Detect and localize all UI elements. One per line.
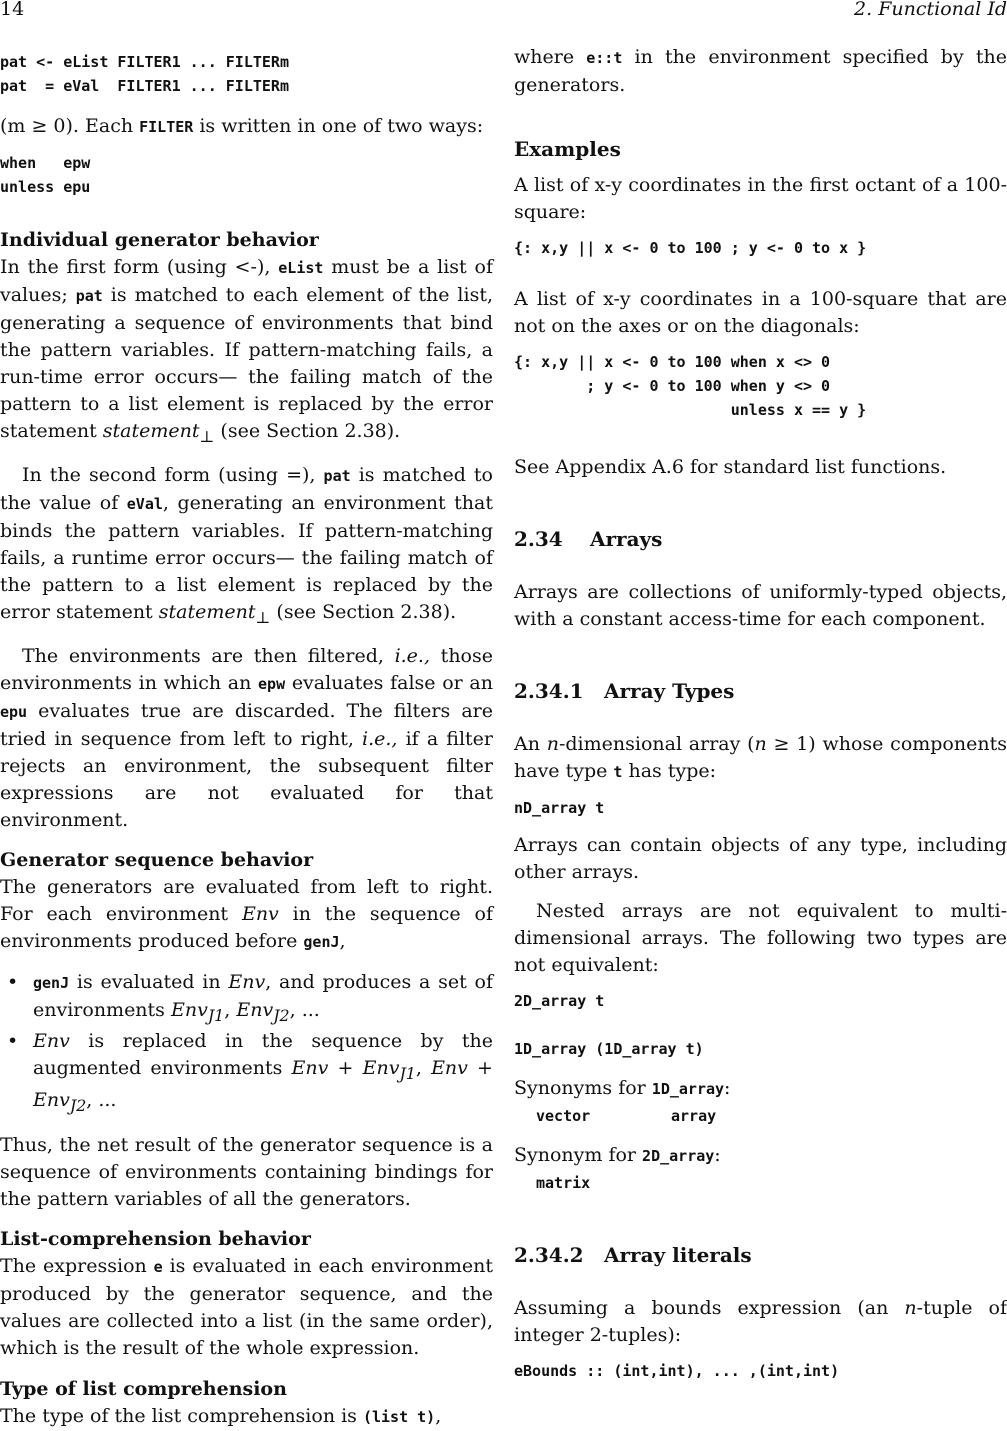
- left-column: [0, 44, 493, 1431]
- math-statement: statement: [158, 600, 256, 623]
- text: (see Section 2.38).: [270, 600, 457, 623]
- heading-examples: Examples: [514, 137, 621, 161]
- synonym: vector: [536, 1107, 591, 1125]
- emphasis: i.e.,: [362, 727, 398, 750]
- example2-text: A list of x-y coordinates in a 100-square that are not on the axes or on the diagonals:: [514, 288, 1007, 337]
- math-env: Env + Env: [291, 1057, 400, 1080]
- inline-code: (list t): [362, 1407, 436, 1426]
- heading-individual-generator: Individual generator behavior: [0, 229, 319, 251]
- inline-code: genJ: [33, 973, 70, 992]
- text: , ...: [289, 998, 320, 1021]
- paragraph-first-form: [0, 254, 493, 450]
- nested-arrays-text: Nested arrays are not equivalent to multi-dimensional arrays. The following two types are not equivalent:: [514, 900, 1007, 976]
- heading-list-comprehension: List-comprehension behavior: [0, 1227, 311, 1250]
- example2-code: [514, 350, 1007, 422]
- code-line: {: x,y || x <- 0 to 100 when x <> 0: [514, 353, 831, 371]
- math-n: n: [546, 733, 559, 755]
- paragraph-list-comprehension: [0, 1253, 493, 1362]
- math-env: Env: [228, 970, 266, 993]
- section-heading-arrays: [514, 526, 1007, 553]
- inline-code: t: [613, 763, 623, 781]
- text: , generating an environment that binds the pattern variables. If pattern-matching fails, a runtime error occurs— the failing match of the pattern to a list element is replaced by the error statement: [0, 491, 493, 623]
- math-n: n: [904, 1297, 917, 1319]
- text: is matched to each element of the list, generating a sequence of environments that bind the pattern variables. If pattern-matching fails, a run-time error occurs— the failing match of the pattern to a list element is replaced by the error statement: [0, 284, 493, 442]
- arrays-intro: Arrays are collections of uniformly-typed objects, with a constant access-time for each component.: [514, 581, 1007, 630]
- bounds-code: eBounds :: (int,int), ... ,(int,int): [514, 1362, 840, 1380]
- list-item: [0, 969, 493, 1029]
- text: is written in one of two ways:: [193, 115, 484, 137]
- math-subscript: J1: [399, 1064, 416, 1084]
- inline-code: genJ: [303, 932, 340, 951]
- text: in the sequence of environments produced before: [0, 902, 493, 952]
- inline-code: 2D_array: [642, 1147, 715, 1165]
- heading-generator-sequence: Generator sequence behavior: [0, 848, 314, 871]
- synonym-2d-list: [514, 1170, 1007, 1197]
- text: :: [724, 1077, 731, 1099]
- math-subscript: ⊥: [199, 426, 215, 446]
- example1-code: {: x,y || x <- 0 to 100 ; y <- 0 to x }: [514, 239, 867, 257]
- text: if a filter rejects an environment, the subsequent filter expressions are not evaluated for that environment.: [0, 727, 493, 831]
- text: An: [514, 733, 547, 755]
- heading-type-list-comprehension: Type of list comprehension: [0, 1377, 287, 1400]
- text: where: [514, 46, 587, 68]
- math-subscript: J2: [273, 1005, 290, 1025]
- text: ,: [415, 1057, 432, 1080]
- text: The type of the list comprehension is: [0, 1404, 363, 1427]
- math-env: Env + Env: [33, 1057, 493, 1112]
- text: is evaluated in each environment produced by the generator sequence, and the values are collected into a list (in the same order), which is the result of the whole expression.: [0, 1254, 493, 1359]
- paragraph-where: [514, 44, 1007, 99]
- text: :: [714, 1144, 721, 1166]
- text: ,: [339, 929, 346, 952]
- inline-code: FILTER: [139, 118, 194, 136]
- code-line: ; y <- 0 to 100 when y <> 0: [514, 377, 831, 395]
- text: (see Section 2.38).: [214, 420, 401, 442]
- math-env: Env: [241, 902, 279, 925]
- array-literals-text: [514, 1295, 1007, 1349]
- emphasis: i.e.,: [394, 644, 431, 667]
- synonyms-1d-list: [514, 1103, 1007, 1130]
- section-title: Arrays: [590, 527, 663, 551]
- subsection-title: Array literals: [604, 1243, 752, 1267]
- paragraph-filtering: [0, 643, 493, 834]
- subsection-heading-array-literals: [514, 1242, 1007, 1269]
- text: ,: [224, 998, 237, 1021]
- subsection-heading-array-types: [514, 678, 1007, 705]
- bullet-list: [0, 969, 493, 1119]
- code-line: unless epu: [0, 178, 91, 196]
- inline-code: pat: [75, 287, 103, 305]
- subsection-number: 2.34.1: [514, 679, 584, 703]
- text: -dimensional array (: [558, 733, 755, 755]
- math-env: Env: [33, 1030, 70, 1053]
- appendix-note: See Appendix A.6 for standard list functions.: [514, 456, 947, 478]
- inline-code: e: [153, 1257, 163, 1276]
- text: , ...: [86, 1089, 117, 1112]
- paragraph-type: [0, 1403, 493, 1431]
- inline-code: eList: [278, 259, 324, 277]
- text: in the environment specified by the generators.: [514, 46, 1007, 96]
- code-line: pat = eVal FILTER1 ... FILTERm: [0, 77, 289, 95]
- text: Synonym for: [514, 1144, 643, 1166]
- code-line: when epw: [0, 154, 91, 172]
- math-n: n: [754, 733, 767, 755]
- filter-intro: [0, 113, 493, 141]
- filter-forms-code: [0, 151, 493, 199]
- arrays-contain-text: Arrays can contain objects of any type, including other arrays.: [514, 834, 1007, 883]
- 2d-array-code: 2D_array t: [514, 992, 605, 1010]
- text: those environments in which an: [0, 644, 493, 694]
- list-item: [0, 1028, 493, 1119]
- text: evaluates true are discarded. The filters are tried in sequence from left to right,: [0, 699, 493, 750]
- chapter-title: 2. Functional Id: [854, 0, 1007, 20]
- math-statement: statement: [102, 420, 200, 442]
- math-subscript: J1: [207, 1005, 225, 1025]
- page-number: 14: [0, 0, 25, 20]
- math-env: Env: [236, 998, 274, 1021]
- code-line: unless x == y }: [514, 401, 867, 419]
- paragraph-net-result: Thus, the net result of the generator sequence is a sequence of environments containing bindings for the pattern variables of all the generators.: [0, 1133, 493, 1210]
- text: Assuming a bounds expression (an: [514, 1297, 905, 1319]
- text: -tuple of integer 2-tuples):: [514, 1297, 1007, 1346]
- array-types-text: [514, 731, 1007, 786]
- synonyms-1d-label: [514, 1075, 1007, 1103]
- synonym-2d-label: [514, 1142, 1007, 1170]
- inline-code: pat: [323, 466, 351, 485]
- text: (m ≥ 0). Each: [0, 115, 140, 137]
- text: has type:: [622, 760, 717, 782]
- text: is matched to the value of: [0, 463, 493, 514]
- inline-code: epw: [258, 674, 286, 693]
- text: ,: [435, 1404, 442, 1427]
- subsection-number: 2.34.2: [514, 1243, 584, 1267]
- right-column: [514, 44, 1007, 1383]
- subsection-title: Array Types: [604, 679, 735, 703]
- math-subscript: J2: [69, 1095, 87, 1115]
- inline-code: epu: [0, 702, 28, 721]
- generator-syntax-code: [0, 50, 493, 98]
- inline-code: 1D_array: [651, 1080, 725, 1098]
- text: In the second form (using =),: [22, 463, 324, 486]
- nd-array-code: nD_array t: [514, 799, 605, 817]
- text: evaluates false or an: [285, 671, 493, 694]
- text: is evaluated in: [69, 970, 229, 993]
- code-line: pat <- eList FILTER1 ... FILTERm: [0, 53, 289, 71]
- 1d-array-code: 1D_array (1D_array t): [514, 1040, 704, 1058]
- example1-text: A list of x-y coordinates in the first octant of a 100-square:: [514, 174, 1007, 223]
- inline-code: eVal: [126, 494, 163, 513]
- inline-code: e::t: [586, 49, 623, 67]
- text: The environments are then filtered,: [22, 644, 395, 667]
- text: The expression: [0, 1254, 154, 1277]
- section-number: 2.34: [514, 527, 563, 551]
- synonym: matrix: [536, 1174, 591, 1192]
- math-subscript: ⊥: [255, 607, 271, 627]
- text: must be a list of values;: [0, 256, 493, 306]
- text: ≥ 1) whose components have type: [514, 733, 1007, 782]
- paragraph-second-form: [0, 462, 493, 631]
- text: Synonyms for: [514, 1077, 652, 1099]
- math-env: Env: [170, 998, 208, 1021]
- text: is replaced in the sequence by the augmented environments: [33, 1030, 493, 1080]
- text: In the first form (using <-),: [0, 256, 279, 278]
- paragraph-sequence: [0, 874, 493, 956]
- text: , and produces a set of environments: [33, 970, 493, 1021]
- text: The generators are evaluated from left to right. For each environment: [0, 875, 493, 925]
- synonym: array: [671, 1107, 717, 1125]
